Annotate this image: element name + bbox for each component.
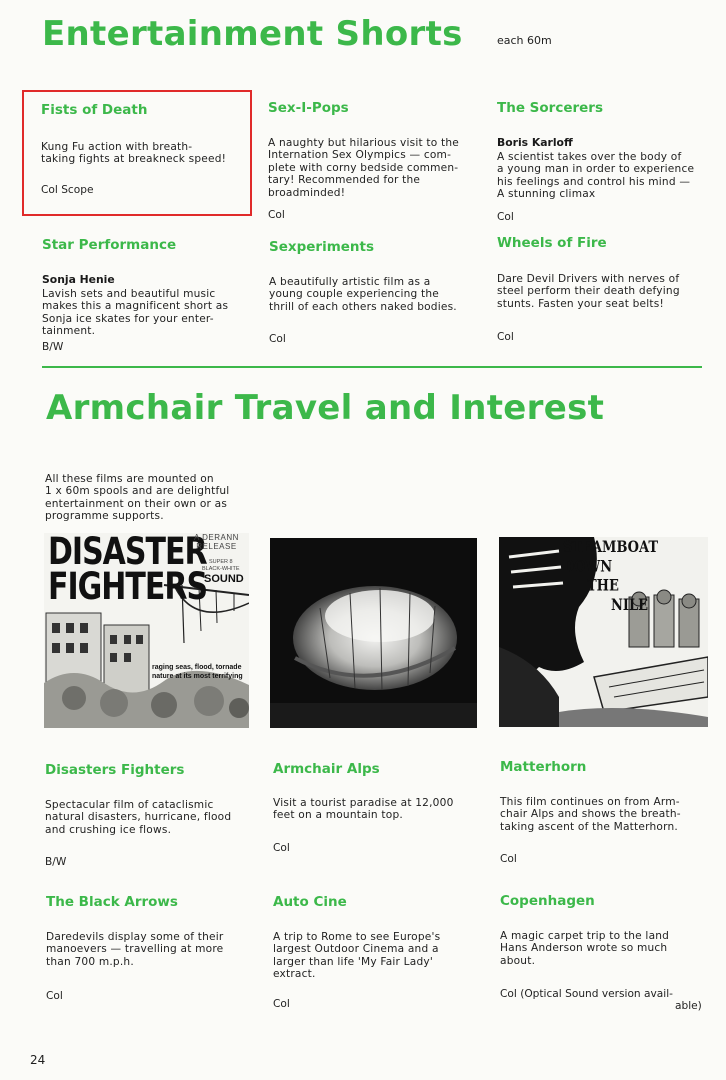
entry-description: Kung Fu action with breath- taking fights at breakneck speed! [41, 141, 227, 166]
short-entry-sex-i-pops[interactable] [268, 100, 459, 221]
travel-entry-copenhagen[interactable] [500, 893, 702, 1012]
entry-description: A scientist takes over the body of a young man in order to experience his feelings and control his mind — A stunning climax [497, 151, 695, 201]
entry-title: Fists of Death [41, 102, 148, 118]
entry-description: A beautifully artistic film as a young couple experiencing the thrill of each others naked bodies. [269, 276, 457, 313]
page-number: 24 [30, 1053, 46, 1067]
entry-title: Wheels of Fire [497, 235, 607, 251]
entry-description: Dare Devil Drivers with nerves of steel perform their death defying stunts. Fasten your seat belts! [497, 273, 680, 310]
entry-title: Copenhagen [500, 893, 595, 909]
poster-sound: SOUND [204, 573, 244, 585]
section-heading-entertainment: Entertainment Shorts [42, 14, 463, 54]
entry-format: B/W [42, 340, 64, 353]
entry-title: Sex-I-Pops [268, 100, 349, 116]
entry-title: Auto Cine [273, 894, 347, 910]
airship-image [270, 538, 477, 728]
entry-title: Disasters Fighters [45, 762, 185, 778]
entry-format-cont: able) [675, 1000, 702, 1013]
entry-title: Matterhorn [500, 759, 587, 775]
travel-entry-auto-cine[interactable] [273, 894, 440, 1010]
entry-description: Visit a tourist paradise at 12,000 feet on a mountain top. [273, 797, 454, 822]
entry-title: Sexperiments [269, 239, 375, 255]
poster-disaster-fighters [44, 533, 249, 728]
travel-entry-matterhorn[interactable] [500, 759, 681, 865]
entry-star: Sonja Henie [42, 273, 115, 286]
entry-format: Col [273, 997, 290, 1010]
entry-format: Col [268, 209, 285, 222]
travel-entry-armchair-alps[interactable] [273, 761, 454, 854]
entry-format: Col [500, 853, 517, 866]
entry-format: Col [46, 990, 63, 1003]
entry-description: Spectacular film of cataclismic natural disasters, hurricane, flood and crushing ice flows. [45, 799, 232, 836]
section-divider [42, 366, 702, 368]
entry-title: The Sorcerers [497, 100, 603, 116]
poster-airship-photo [270, 538, 477, 728]
entry-title: Armchair Alps [273, 761, 380, 777]
poster-caption: raging seas, flood, tornade nature at its most terrifying [152, 664, 243, 680]
short-entry-wheels-of-fire[interactable] [497, 235, 680, 343]
entry-description: A magic carpet trip to the land Hans Anderson wrote so much about. [500, 930, 670, 967]
entry-description: Daredevils display some of their manoevers — travelling at more than 700 m.p.h. [46, 931, 224, 968]
entry-description: This film continues on from Arm- chair Alps and shows the breath- taking ascent of the Matterhorn. [500, 796, 681, 833]
travel-entry-black-arrows[interactable] [46, 894, 223, 1002]
entry-star: Boris Karloff [497, 136, 573, 149]
entry-description: A trip to Rome to see Europe's largest Outdoor Cinema and a larger than life 'My Fair Lady' extract. [273, 931, 441, 981]
entry-format: Col [269, 333, 286, 346]
short-entry-sexperiments[interactable] [269, 239, 457, 345]
entry-title: The Black Arrows [46, 894, 178, 910]
travel-entry-disasters-fighters[interactable] [45, 762, 231, 868]
entry-format: Col [497, 210, 514, 223]
short-entry-the-sorcerers[interactable] [497, 100, 694, 223]
short-entry-fists-of-death[interactable] [41, 102, 226, 196]
poster-title: STEAMBOAT DOWN THE NILE [563, 539, 659, 615]
poster-title: DISASTER FIGHTERS [48, 533, 208, 609]
entry-description: A naughty but hilarious visit to the Internation Sex Olympics — com- plete with corny bedside commen- tary! Recommended for the broadminded! [268, 137, 459, 199]
entry-format: Col [497, 331, 514, 344]
section-intro: All these films are mounted on 1 x 60m spools and are delightful entertainment on their own or as programme supports. [45, 473, 230, 523]
entry-description: Lavish sets and beautiful music makes this a magnificent short as Sonja ice skates for your enter- tainment. [42, 288, 229, 338]
poster-steamboat-nile [499, 537, 708, 727]
entry-format: Col (Optical Sound version avail- [500, 988, 673, 1001]
poster-release: A DERANN RELEASE [194, 533, 239, 551]
poster-format: SUPER 8 BLACK-WHITE [202, 559, 240, 572]
section-note: each 60m [497, 34, 552, 47]
entry-format: B/W [45, 856, 67, 869]
section-heading-armchair: Armchair Travel and Interest [46, 388, 605, 428]
entry-format: Col [273, 841, 290, 854]
short-entry-star-performance[interactable] [42, 237, 228, 353]
entry-title: Star Performance [42, 237, 177, 253]
entry-format: Col Scope [41, 183, 94, 196]
